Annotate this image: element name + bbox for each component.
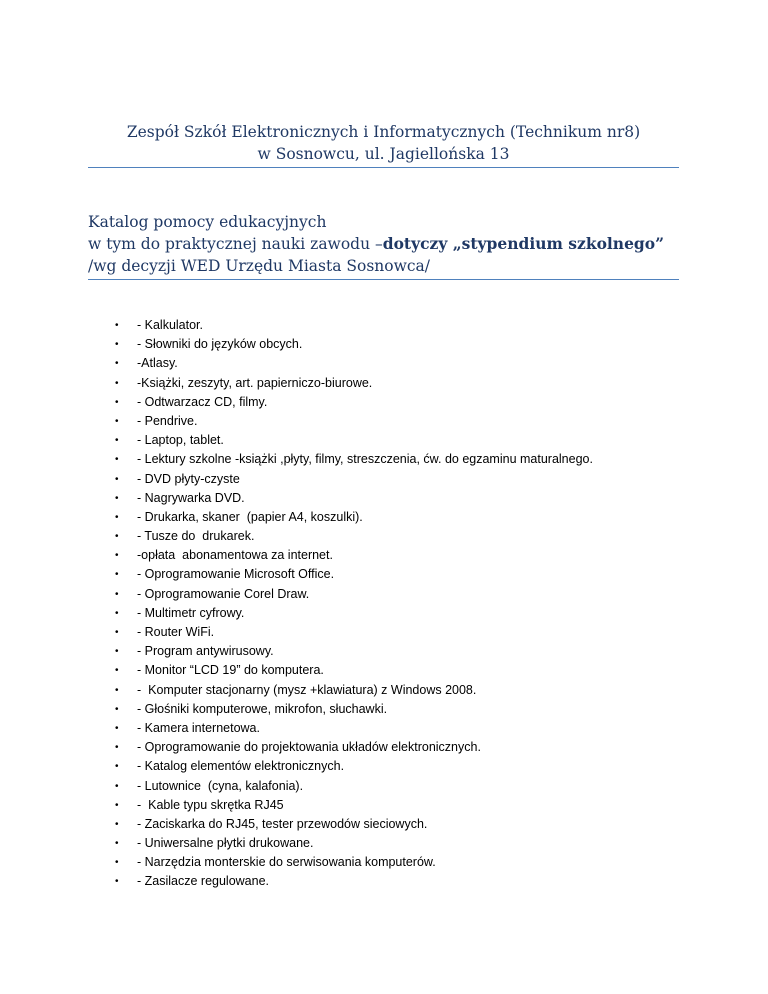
- school-name: Zespół Szkół Elektronicznych i Informatycznych (Technikum nr8): [126, 123, 641, 141]
- bullet-icon: •: [115, 588, 119, 600]
- header-divider: [88, 167, 679, 168]
- bullet-icon: •: [115, 665, 119, 677]
- list-item-text: - Kable typu skrętka RJ45: [137, 797, 284, 812]
- list-item-text: - Zaciskarka do RJ45, tester przewodów sieciowych.: [137, 816, 428, 831]
- bullet-icon: •: [115, 473, 119, 485]
- list-item-text: - Katalog elementów elektronicznych.: [137, 759, 345, 774]
- bullet-icon: •: [115, 703, 119, 715]
- catalog-title: Katalog pomocy edukacyjnych: [88, 213, 327, 231]
- list-item-text: - Zasilacze regulowane.: [137, 874, 270, 889]
- bullet-icon: •: [115, 531, 119, 543]
- bullet-icon: •: [115, 627, 119, 638]
- list-item-text: - Router WiFi.: [137, 625, 215, 639]
- list-item-text: - Pendrive.: [137, 413, 198, 428]
- list-item-text: - Oprogramowanie do projektowania układów elektronicznych.: [137, 740, 481, 755]
- bullet-icon: •: [115, 646, 119, 658]
- list-item-text: - Komputer stacjonarny (mysz +klawiatura) z Windows 2008.: [137, 682, 477, 697]
- bullet-icon: •: [115, 838, 119, 850]
- list-item-text: - Lektury szkolne -książki ,płyty, filmy, streszczenia, ćw. do egzaminu maturalnego.: [137, 452, 593, 467]
- list-item-text: - Laptop, tablet.: [137, 433, 224, 448]
- bullet-icon: •: [115, 550, 119, 562]
- catalog-subtitle: [88, 233, 688, 255]
- bullet-icon: •: [115, 492, 119, 504]
- list-item-text: - Kalkulator.: [137, 318, 204, 332]
- list-item-text: - Multimetr cyfrowy.: [137, 605, 245, 620]
- bullet-icon: •: [115, 415, 119, 427]
- catalog-divider: [88, 279, 679, 280]
- catalog-subtitle-bold: dotyczy „stypendium szkolnego”: [382, 234, 665, 253]
- list-item-text: - Uniwersalne płytki drukowane.: [137, 836, 314, 851]
- bullet-icon: •: [115, 435, 119, 447]
- bullet-icon: •: [115, 511, 119, 523]
- school-address: w Sosnowcu, ul. Jagiellońska 13: [257, 145, 510, 163]
- bullet-icon: •: [115, 358, 119, 370]
- bullet-icon: •: [115, 320, 119, 331]
- list-item-text: - Oprogramowanie Microsoft Office.: [137, 567, 335, 582]
- list-item-text: - Kamera internetowa.: [137, 720, 260, 735]
- bullet-icon: •: [115, 722, 119, 734]
- bullet-icon: •: [115, 377, 119, 389]
- bullet-icon: •: [115, 799, 119, 811]
- catalog-subtitle-prefix: w tym do praktycznej nauki zawodu –: [88, 235, 383, 253]
- bullet-icon: •: [115, 607, 119, 619]
- list-item-text: - Program antywirusowy.: [137, 644, 274, 659]
- bullet-icon: •: [115, 761, 119, 773]
- bullet-icon: •: [115, 684, 119, 696]
- catalog-heading: [88, 211, 688, 277]
- list-item-text: - Monitor “LCD 19” do komputera.: [137, 663, 324, 678]
- bullet-icon: •: [115, 742, 119, 754]
- school-header: [88, 121, 679, 165]
- bullet-icon: •: [115, 780, 119, 792]
- bullet-icon: •: [115, 339, 119, 351]
- list-item-text: - Nagrywarka DVD.: [137, 490, 245, 505]
- list-item-text: - Słowniki do języków obcych.: [137, 337, 303, 352]
- bullet-icon: •: [115, 876, 119, 888]
- list-item-text: -Książki, zeszyty, art. papierniczo-biurowe.: [137, 375, 373, 390]
- list-item-text: - Drukarka, skaner (papier A4, koszulki).: [137, 509, 363, 524]
- list-item-text: - Lutownice (cyna, kalafonia).: [137, 778, 304, 793]
- bullet-icon: •: [115, 454, 119, 466]
- list-item-text: - Tusze do drukarek.: [137, 529, 255, 544]
- list-item-text: - Oprogramowanie Corel Draw.: [137, 586, 310, 601]
- bullet-icon: •: [115, 857, 119, 869]
- list-item-text: -Atlasy.: [137, 356, 178, 371]
- list-item-text: - Odtwarzacz CD, filmy.: [137, 394, 268, 409]
- list-item-text: - Narzędzia monterskie do serwisowania komputerów.: [137, 855, 436, 870]
- bullet-icon: •: [115, 569, 119, 581]
- list-item-text: - DVD płyty-czyste: [137, 471, 240, 486]
- bullet-icon: •: [115, 818, 119, 830]
- catalog-decision-note: /wg decyzji WED Urzędu Miasta Sosnowca/: [88, 257, 431, 275]
- list-item-text: - Głośniki komputerowe, mikrofon, słuchawki.: [137, 701, 388, 716]
- list-item-text: -opłata abonamentowa za internet.: [137, 548, 333, 563]
- bullet-icon: •: [115, 396, 119, 408]
